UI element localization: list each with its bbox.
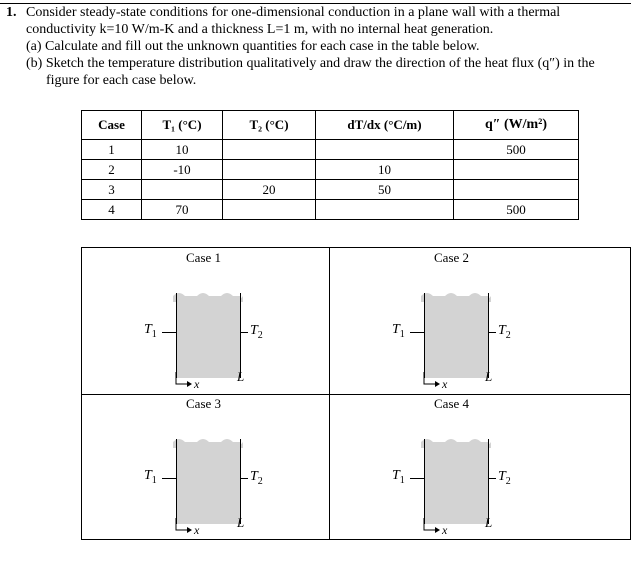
cell-dtdx: 10: [316, 160, 454, 180]
thickness-label: L: [485, 369, 493, 384]
x-axis-arrow-icon: [174, 372, 204, 390]
t2-tick: [488, 478, 496, 479]
t2-symbol: T: [250, 323, 258, 338]
part-b-line-1: (b) Sketch the temperature distribution qualitatively and draw the direction of the heat flux (q″) in the: [26, 56, 595, 71]
t1-symbol: T: [144, 322, 152, 337]
t1-symbol: T: [392, 468, 400, 483]
x-axis-label: x: [442, 377, 448, 390]
x-axis-arrow-icon: [174, 518, 204, 536]
cell-case: 4: [82, 200, 142, 220]
case-2-panel[interactable]: [330, 248, 570, 388]
cell-heat-flux[interactable]: [454, 180, 579, 200]
part-b-line-2: figure for each case below.: [46, 73, 197, 88]
wall-left-face: [424, 293, 425, 378]
part-a-line: (a) Calculate and fill out the unknown quantities for each case in the table below.: [26, 39, 480, 54]
x-axis-arrow-icon: [422, 518, 452, 536]
table-row: [82, 160, 579, 180]
t2-subscript: 2: [505, 475, 511, 487]
table-row: [82, 140, 579, 160]
cell-t1: -10: [142, 160, 223, 180]
wall-left-face: [176, 293, 177, 378]
case-1-panel[interactable]: [82, 248, 322, 388]
header-heat-flux: q″ (W/m²): [454, 111, 579, 140]
t1-tick: [162, 332, 176, 333]
t2-symbol: T: [498, 323, 506, 338]
wall-top-edge: [173, 434, 243, 448]
t2-subscript: 2: [505, 329, 511, 341]
cell-t2[interactable]: [223, 200, 316, 220]
t1-subscript: 1: [399, 328, 405, 340]
wall-slab: [176, 442, 240, 524]
t2-symbol: T: [250, 469, 258, 484]
wall-left-face: [424, 439, 425, 524]
problem-line-1: Consider steady-state conditions for one-dimensional conduction in a plane wall with a thermal: [26, 5, 561, 20]
header-t1: T₁ (°C): [142, 111, 223, 140]
t2-label: [498, 469, 511, 487]
x-axis-label: x: [442, 523, 448, 536]
t1-symbol: T: [392, 322, 400, 337]
t2-symbol: T: [498, 469, 506, 484]
cell-dtdx[interactable]: [316, 140, 454, 160]
t1-tick: [162, 478, 176, 479]
wall-left-face: [176, 439, 177, 524]
t2-subscript: 2: [257, 329, 263, 341]
case-3-panel[interactable]: [82, 394, 322, 534]
t1-label: [392, 322, 405, 340]
t2-subscript: 2: [257, 475, 263, 487]
t2-label: [250, 323, 263, 341]
cell-dtdx[interactable]: [316, 200, 454, 220]
cell-t1: 70: [142, 200, 223, 220]
wall-slab: [176, 296, 240, 378]
table-header-row: [82, 111, 579, 140]
case-3-title: Case 3: [186, 396, 222, 411]
case-1-title: Case 1: [186, 250, 222, 265]
cell-heat-flux: 500: [454, 200, 579, 220]
cell-case: 1: [82, 140, 142, 160]
t1-symbol: T: [144, 468, 152, 483]
t1-tick: [410, 332, 424, 333]
t1-subscript: 1: [399, 474, 405, 486]
cell-case: 3: [82, 180, 142, 200]
wall-slab: [424, 442, 488, 524]
cell-t1[interactable]: [142, 180, 223, 200]
header-dtdx: dT/dx (°C/m): [316, 111, 454, 140]
problem-line-2: conductivity k=10 W/m-K and a thickness L=1 m, with no internal heat generation.: [26, 22, 494, 37]
case-2-title: Case 2: [434, 250, 470, 265]
x-axis-label: x: [194, 377, 200, 390]
wall-slab: [424, 296, 488, 378]
cell-t2[interactable]: [223, 140, 316, 160]
wall-right-face: [488, 293, 489, 378]
wall-top-edge: [421, 434, 491, 448]
wall-right-face: [240, 293, 241, 378]
t1-subscript: 1: [151, 328, 157, 340]
cell-heat-flux[interactable]: [454, 160, 579, 180]
t2-label: [250, 469, 263, 487]
cases-table: [81, 110, 579, 220]
t1-label: [144, 322, 157, 340]
problem-number: 1.: [6, 5, 17, 20]
t2-tick: [240, 332, 248, 333]
thickness-label: L: [237, 369, 245, 384]
t2-label: [498, 323, 511, 341]
x-axis-arrow-icon: [422, 372, 452, 390]
case-4-title: Case 4: [434, 396, 470, 411]
thickness-label: L: [485, 515, 493, 530]
wall-right-face: [488, 439, 489, 524]
cell-heat-flux: 500: [454, 140, 579, 160]
t1-tick: [410, 478, 424, 479]
thickness-label: L: [237, 515, 245, 530]
wall-top-edge: [173, 288, 243, 302]
case-4-panel[interactable]: [330, 394, 570, 534]
header-case: Case: [82, 111, 142, 140]
cell-t1: 10: [142, 140, 223, 160]
wall-right-face: [240, 439, 241, 524]
cell-t2[interactable]: [223, 160, 316, 180]
table-row: [82, 200, 579, 220]
t1-label: [392, 468, 405, 486]
t2-tick: [488, 332, 496, 333]
cell-case: 2: [82, 160, 142, 180]
header-t2: T₂ (°C): [223, 111, 316, 140]
cell-t2: 20: [223, 180, 316, 200]
wall-top-edge: [421, 288, 491, 302]
t1-subscript: 1: [151, 474, 157, 486]
t1-label: [144, 468, 157, 486]
table-row: [82, 180, 579, 200]
cell-dtdx: 50: [316, 180, 454, 200]
t2-tick: [240, 478, 248, 479]
x-axis-label: x: [194, 523, 200, 536]
